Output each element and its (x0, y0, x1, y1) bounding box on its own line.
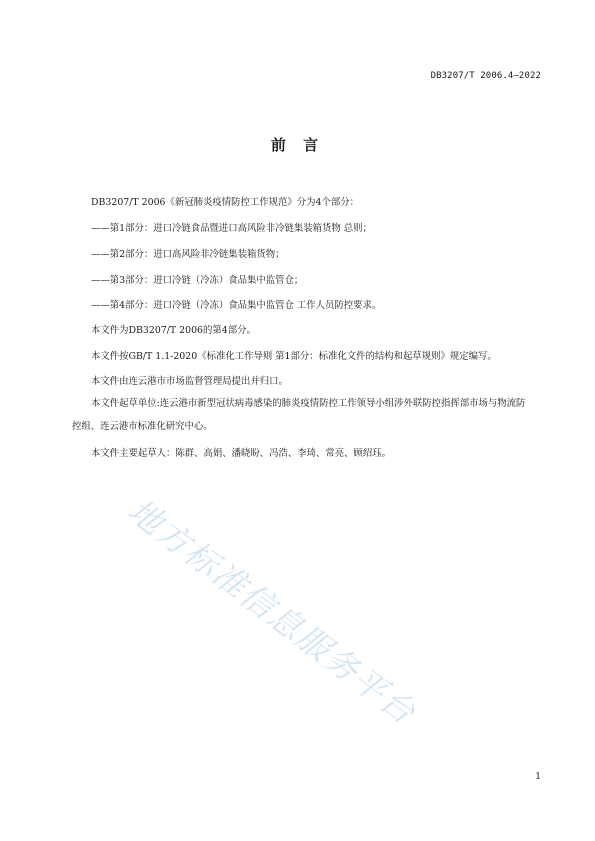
paragraph-drafting-units: 本文件起草单位:连云港市新型冠状病毒感染的肺炎疫情防控工作领导小组涉外联防控指挥部市场与物流防控组、连云港市标准化研究中心。 (72, 398, 526, 432)
paragraph-part1: ——第1部分：进口冷链食品暨进口高风险非冷链集装箱货物 总则； (91, 223, 372, 234)
paragraph-drafters: 本文件主要起草人：陈群、高娟、潘晓盼、冯浩、李琦、常亮、顾绍珏。 (91, 448, 392, 459)
paragraph-drafting-rules: 本文件按GB/T 1.1-2020《标准化工作导则 第1部分：标准化文件的结构和起草规则》规定编写。 (91, 351, 497, 362)
paragraph-part4: ——第4部分：进口冷链（冷冻）食品集中监管仓 工作人员防控要求。 (91, 300, 382, 311)
document-code: DB3207/T 2006.4—2022 (430, 71, 541, 81)
paragraph-proposer: 本文件由连云港市市场监督管理局提出并归口。 (91, 376, 288, 387)
paragraph-part-statement: 本文件为DB3207/T 2006的第4部分。 (91, 325, 256, 336)
paragraph-part2: ——第2部分：进口高风险非冷链集装箱货物； (91, 249, 285, 260)
paragraph-part3: ——第3部分：进口冷链（冷冻）食品集中监管仓； (91, 275, 304, 286)
watermark: 地方标准信息服务平台 (120, 490, 424, 733)
page-title: 前 言 (270, 136, 325, 154)
page-number: 1 (535, 772, 541, 782)
paragraph-intro: DB3207/T 2006《新冠肺炎疫情防控工作规范》分为4个部分： (91, 197, 359, 208)
